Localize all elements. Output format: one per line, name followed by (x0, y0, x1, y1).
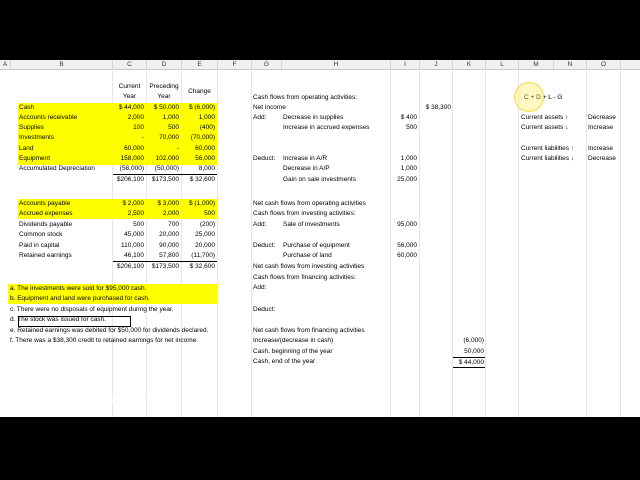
cell-change[interactable]: (400) (199, 124, 215, 131)
cell-preceding[interactable]: 70,000 (159, 134, 179, 141)
increase-value[interactable]: (6,000) (463, 337, 484, 344)
column-header-o[interactable]: O (587, 60, 621, 70)
cell-change[interactable]: $ (1,000) (188, 200, 215, 207)
cell-current[interactable]: 158,000 (120, 155, 144, 162)
add-item-value[interactable]: 500 (406, 124, 417, 131)
cell-current[interactable]: 2,000 (127, 114, 144, 121)
investing-deduct-item-label[interactable]: Purchase of land (283, 252, 332, 259)
row-label[interactable]: Equipment (19, 155, 51, 162)
total-preceding[interactable]: $173,500 (151, 263, 179, 270)
investing-add-label[interactable]: Add: (253, 221, 267, 228)
column-header-i[interactable]: I (391, 60, 420, 70)
watermark-brand: SCREENCAST ● MATIC (8, 392, 162, 407)
cell-change[interactable]: 56,000 (195, 155, 215, 162)
side-label[interactable]: Current assets ↑ (521, 114, 569, 121)
column-header-c[interactable]: C (113, 60, 147, 70)
cell-preceding[interactable]: - (176, 145, 179, 152)
column-header-k[interactable]: K (453, 60, 486, 70)
cell-preceding[interactable]: 2,000 (162, 210, 179, 217)
investing-title[interactable]: Cash flows from investing activities: (253, 210, 356, 217)
cell-change[interactable]: (11,700) (191, 252, 215, 259)
side-label[interactable]: Current assets ↓ (521, 124, 569, 131)
cell-current[interactable]: $ 44,000 (118, 104, 144, 111)
net-operating-label[interactable]: Net cash flows from operating activities (253, 200, 366, 207)
cell-current[interactable]: $ 2,000 (122, 200, 144, 207)
note-c[interactable]: c. There were no disposals of equipment during the year. (10, 306, 174, 313)
note-f[interactable]: f. There was a $38,300 credit to retained earnings for net income. (10, 337, 199, 344)
add-item-value[interactable]: $ 400 (400, 114, 417, 121)
add-item-label[interactable]: Increase in accrued expenses (283, 124, 370, 131)
financing-deduct-label[interactable]: Deduct: (253, 306, 276, 313)
cell-current[interactable]: 500 (133, 221, 144, 228)
cell-preceding[interactable]: 102,000 (155, 155, 179, 162)
end-value[interactable]: $ 44,000 (458, 359, 484, 366)
cell-change[interactable]: 500 (204, 210, 215, 217)
row-label[interactable]: Accounts receivable (19, 114, 78, 121)
gridline (251, 69, 252, 417)
cell-preceding[interactable]: (50,000) (154, 165, 179, 172)
deduct-label[interactable]: Deduct: (253, 155, 276, 162)
total-change[interactable]: $ 32,600 (189, 263, 215, 270)
financing-title[interactable]: Cash flows from financing activities: (253, 274, 356, 281)
header-preceding: Preceding (149, 83, 179, 90)
operating-title[interactable]: Cash flows from operating activities: (253, 94, 358, 101)
end-label[interactable]: Cash, end of the year (253, 358, 316, 365)
add-label[interactable]: Add: (253, 114, 267, 121)
note-e[interactable]: e. Retained earnings was debited for $50,000 for dividends declared. (10, 327, 209, 334)
increase-label[interactable]: Increase/(decrease in cash) (253, 337, 334, 344)
row-label[interactable]: Accumulated Depreciation (19, 165, 95, 172)
formula-text[interactable]: C + D + L - G (524, 94, 563, 101)
cell-change[interactable]: $ (6,000) (188, 104, 215, 111)
row-label[interactable]: Land (19, 145, 34, 152)
header-current-year: Year (122, 93, 137, 100)
financing-add-label[interactable]: Add: (253, 284, 267, 291)
note-d[interactable]: d. The stock was issued for cash. (10, 316, 106, 323)
side-label[interactable]: Current liabilities ↓ (521, 155, 575, 162)
cell-change[interactable]: 8,000 (198, 165, 215, 172)
column-header-n[interactable]: N (554, 60, 587, 70)
investing-add-item-value[interactable]: 95,000 (397, 221, 417, 228)
cell-current[interactable]: 45,000 (124, 231, 144, 238)
deduct-item-value[interactable]: 1,000 (400, 165, 417, 172)
side-value[interactable]: Increase (588, 124, 613, 131)
investing-deduct-item-value[interactable]: 56,000 (397, 242, 417, 249)
column-header-m[interactable]: M (519, 60, 554, 70)
row-label[interactable]: Common stock (19, 231, 63, 238)
side-value[interactable]: Decrease (588, 155, 616, 162)
cell-change[interactable]: 1,000 (198, 114, 215, 121)
net-income-label[interactable]: Net income (253, 104, 286, 111)
net-income-value[interactable]: $ 38,300 (425, 104, 451, 111)
column-header-e[interactable]: E (182, 60, 218, 70)
end-double-underline (453, 367, 485, 368)
row-label[interactable]: Investments (19, 134, 55, 141)
net-investing-label[interactable]: Net cash flows from investing activities (253, 263, 365, 270)
cell-preceding[interactable]: 500 (168, 124, 179, 131)
cell-current[interactable]: (58,000) (119, 165, 144, 172)
total-current[interactable]: $206,100 (116, 263, 144, 270)
cell-change[interactable]: (70,000) (190, 134, 215, 141)
gridline (419, 69, 420, 417)
row-label[interactable]: Cash (19, 104, 35, 111)
header-change: Change (188, 88, 211, 95)
row-label[interactable]: Retained earnings (19, 252, 72, 259)
gridline (620, 69, 621, 417)
column-header-a[interactable]: A (0, 60, 11, 70)
cell-preceding[interactable]: 1,000 (162, 114, 179, 121)
investing-deduct-item-value[interactable]: 60,000 (397, 252, 417, 259)
column-header-h[interactable]: H (282, 60, 391, 70)
cursor-highlight-icon (514, 82, 544, 112)
header-preceding-year: Year (157, 93, 171, 100)
row-label[interactable]: Accounts payable (19, 200, 71, 207)
header-current: Current (118, 83, 141, 90)
column-header-d[interactable]: D (147, 60, 182, 70)
investing-deduct-label[interactable]: Deduct: (253, 242, 276, 249)
deduct-item-label[interactable]: Gain on sale investments (283, 176, 356, 183)
deduct-item-value[interactable]: 25,000 (397, 176, 417, 183)
deduct-item-value[interactable]: 1,000 (400, 155, 417, 162)
side-value[interactable]: Decrease (588, 114, 616, 121)
cell-current[interactable]: 46,100 (124, 252, 144, 259)
gridline (485, 69, 486, 417)
column-header-g[interactable]: G (252, 60, 282, 70)
row-label[interactable]: Dividends payable (19, 221, 73, 228)
note-a[interactable]: a. The investments were sold for $95,000 cash. (10, 285, 147, 292)
investing-add-item-label[interactable]: Sale of investments (283, 221, 340, 228)
cell-current[interactable]: 100 (133, 124, 144, 131)
row-label[interactable]: Accrued expenses (19, 210, 73, 217)
cell-current[interactable]: - (141, 134, 144, 141)
net-financing-label[interactable]: Net cash flows from financing activities (253, 327, 365, 334)
screencast-watermark (8, 385, 162, 407)
add-item-label[interactable]: Decrease in supplies (283, 114, 344, 121)
total-preceding[interactable]: $173,500 (151, 176, 179, 183)
cell-preceding[interactable]: 57,800 (159, 252, 179, 259)
cell-current[interactable]: 60,000 (124, 145, 144, 152)
total-change[interactable]: $ 32,600 (189, 176, 215, 183)
cell-preceding[interactable]: 700 (168, 221, 179, 228)
side-label[interactable]: Current liabilities ↑ (521, 145, 575, 152)
deduct-item-label[interactable]: Decrease in A/P (283, 165, 330, 172)
column-header-blank (621, 60, 640, 70)
gridline (586, 69, 587, 417)
cell-change[interactable]: 60,000 (195, 145, 215, 152)
gridline (518, 69, 519, 417)
cell-preceding[interactable]: 90,000 (159, 242, 179, 249)
column-header-f[interactable]: F (218, 60, 252, 70)
cell-change[interactable]: 25,000 (195, 231, 215, 238)
gridline (217, 69, 218, 417)
cell-preceding[interactable]: $ 50,000 (153, 104, 179, 111)
side-value[interactable]: Increase (588, 145, 613, 152)
investing-deduct-item-label[interactable]: Purchase of equipment (283, 242, 350, 249)
beginning-value[interactable]: 50,000 (464, 348, 484, 355)
note-b[interactable]: b. Equipment and land were purchased for cash. (10, 295, 150, 302)
spreadsheet[interactable] (0, 60, 640, 417)
cell-current[interactable]: 2,500 (127, 210, 144, 217)
column-header-l[interactable]: L (486, 60, 519, 70)
column-header-j[interactable]: J (420, 60, 453, 70)
cell-current[interactable]: 110,000 (120, 242, 144, 249)
deduct-item-label[interactable]: Increase in A/R (283, 155, 328, 162)
beginning-label[interactable]: Cash, beginning of the year (253, 348, 333, 355)
column-header-b[interactable]: B (11, 60, 113, 70)
cell-preceding[interactable]: $ 3,000 (157, 200, 179, 207)
cell-change[interactable]: (200) (199, 221, 215, 228)
row-label[interactable]: Supplies (19, 124, 44, 131)
total-current[interactable]: $206,100 (116, 176, 144, 183)
watermark-recorded: RECORDED WITH (8, 386, 66, 392)
row-label[interactable]: Paid in capital (19, 242, 60, 249)
cell-change[interactable]: 20,000 (195, 242, 215, 249)
cell-preceding[interactable]: 20,000 (159, 231, 179, 238)
